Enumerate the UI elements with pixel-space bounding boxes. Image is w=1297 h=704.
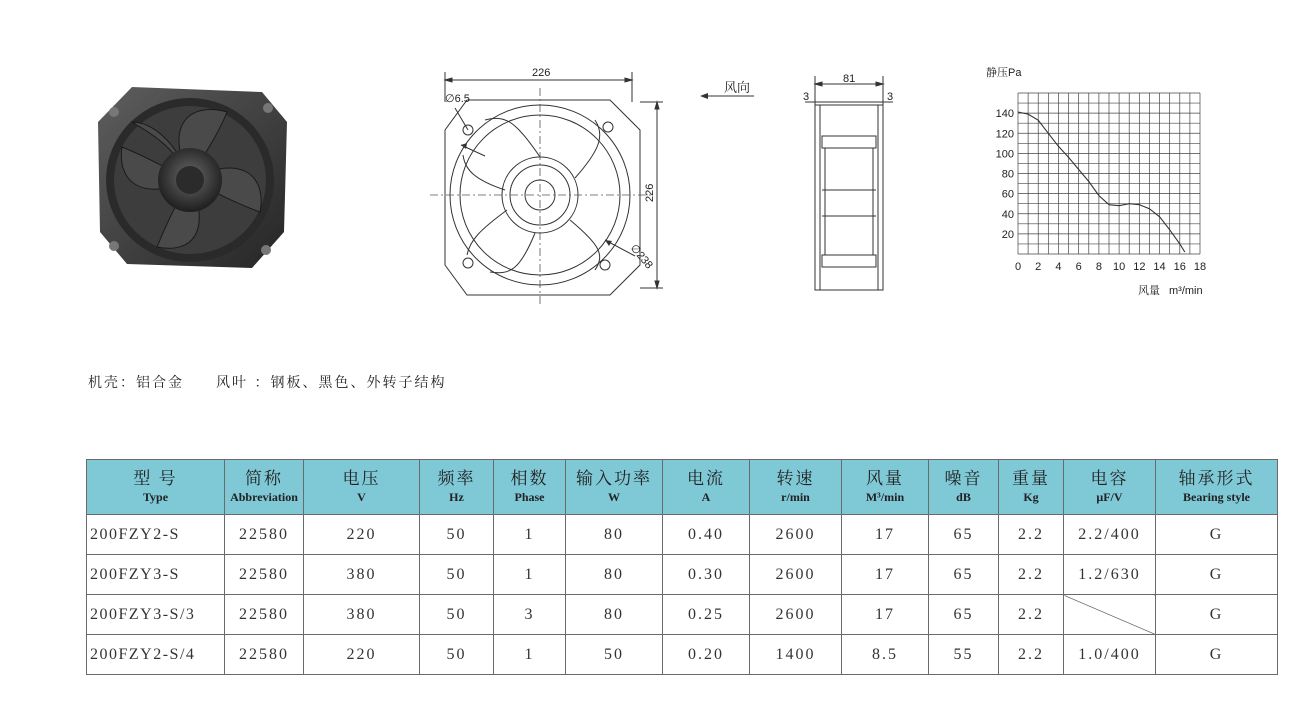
header-airflow — [842, 460, 929, 515]
cell-capacitor: 1.0/400 — [1064, 635, 1156, 675]
cell-noise: 65 — [929, 555, 999, 595]
header-label-cn: 转速 — [776, 469, 815, 488]
x-tick-label: 4 — [1055, 261, 1062, 273]
cell-capacitor — [1064, 595, 1156, 635]
header-label-cn: 频率 — [437, 469, 476, 488]
header-label-en: Phase — [514, 490, 545, 504]
cell-bearing-style: G — [1156, 595, 1278, 635]
width-label: 226 — [532, 67, 551, 79]
fan-product-photo — [92, 82, 292, 272]
cell-current: 0.20 — [663, 635, 750, 675]
cell-frequency: 50 — [420, 635, 494, 675]
x-tick-label: 10 — [1112, 261, 1126, 273]
cell-input-power: 80 — [566, 555, 663, 595]
cell-phase: 1 — [494, 555, 566, 595]
cell-speed: 2600 — [750, 515, 842, 555]
cell-frequency: 50 — [420, 595, 494, 635]
margin-left-label: 3 — [803, 91, 810, 103]
header-bearing-style — [1156, 460, 1278, 515]
header-label-cn: 电容 — [1090, 469, 1129, 488]
cell-airflow: 17 — [842, 515, 929, 555]
header-label-en: Abbreviation — [230, 490, 298, 504]
cell-voltage: 380 — [304, 555, 420, 595]
cell-current: 0.25 — [663, 595, 750, 635]
cell-abbreviation: 22580 — [225, 555, 304, 595]
table-row — [87, 595, 1278, 635]
cell-abbreviation: 22580 — [225, 635, 304, 675]
y-tick-label: 140 — [995, 108, 1014, 121]
x-tick-label: 0 — [1014, 261, 1022, 273]
cell-phase: 1 — [494, 635, 566, 675]
cell-input-power: 80 — [566, 515, 663, 555]
header-type — [87, 460, 225, 515]
cell-abbreviation: 22580 — [225, 515, 304, 555]
x-tick-label: 18 — [1193, 261, 1207, 273]
y-tick-label: 20 — [1001, 228, 1014, 241]
material-description: 机壳：铝合金 风叶 ：钢板、黑色、外转子结构 — [88, 375, 447, 391]
table-row — [87, 555, 1278, 595]
cell-phase: 1 — [494, 515, 566, 555]
y-axis-label: 静压Pa — [986, 67, 1022, 79]
header-current — [663, 460, 750, 515]
header-label-cn: 输入功率 — [576, 469, 652, 488]
header-phase — [494, 460, 566, 515]
cell-voltage: 220 — [304, 515, 420, 555]
y-tick-label: 80 — [1001, 168, 1014, 181]
header-label-en: Type — [142, 490, 169, 504]
side-dimension-drawing — [795, 70, 905, 295]
depth-label: 81 — [843, 73, 856, 85]
header-label-en: M³/min — [865, 490, 905, 504]
header-speed — [750, 460, 842, 515]
header-label-en: r/min — [781, 490, 810, 504]
cell-voltage: 380 — [304, 595, 420, 635]
cell-noise: 55 — [929, 635, 999, 675]
cell-speed: 1400 — [750, 635, 842, 675]
header-label-cn: 电流 — [687, 469, 725, 488]
cell-current: 0.30 — [663, 555, 750, 595]
cell-voltage: 220 — [304, 635, 420, 675]
header-label-cn: 轴承形式 — [1178, 469, 1255, 488]
header-frequency — [420, 460, 494, 515]
x-axis-unit: m³/min — [1169, 285, 1203, 297]
header-abbreviation — [225, 460, 304, 515]
header-label-en: W — [608, 490, 620, 504]
cell-type: 200FZY2-S — [87, 515, 225, 555]
header-label-en: μF/V — [1096, 490, 1123, 504]
front-dimension-drawing — [425, 60, 670, 305]
spec-table — [86, 459, 1278, 675]
header-label-cn: 噪音 — [944, 469, 983, 488]
margin-right-label: 3 — [887, 91, 894, 103]
cell-phase: 3 — [494, 595, 566, 635]
header-label-cn: 型 号 — [133, 469, 178, 488]
table-header-row — [87, 460, 1278, 515]
blade-diameter-label: ∅238 — [627, 242, 655, 272]
header-label-cn: 简称 — [245, 469, 283, 488]
cell-input-power: 80 — [566, 595, 663, 635]
cell-weight: 2.2 — [999, 635, 1064, 675]
cell-frequency: 50 — [420, 555, 494, 595]
pressure-flow-chart — [978, 60, 1228, 305]
cell-type: 200FZY2-S/4 — [87, 635, 225, 675]
height-label: 226 — [644, 183, 656, 202]
cell-speed: 2600 — [750, 595, 842, 635]
header-label-cn: 电压 — [342, 469, 381, 488]
cell-noise: 65 — [929, 515, 999, 555]
table-row — [87, 635, 1278, 675]
cell-airflow: 17 — [842, 595, 929, 635]
airflow-label: 风向 — [724, 81, 751, 96]
cell-bearing-style: G — [1156, 515, 1278, 555]
y-tick-label: 120 — [995, 128, 1014, 141]
x-tick-label: 2 — [1035, 261, 1042, 273]
cell-current: 0.40 — [663, 515, 750, 555]
x-axis-label: 风量 — [1138, 285, 1160, 297]
table-row — [87, 515, 1278, 555]
header-label-cn: 相数 — [510, 469, 549, 488]
cell-abbreviation: 22580 — [225, 595, 304, 635]
y-tick-label: 60 — [1001, 188, 1014, 201]
x-tick-label: 14 — [1153, 261, 1166, 273]
header-label-en: Hz — [449, 490, 464, 504]
header-label-cn: 重量 — [1012, 469, 1050, 488]
cell-type: 200FZY3-S — [87, 555, 225, 595]
cell-type: 200FZY3-S/3 — [87, 595, 225, 635]
cell-capacitor: 1.2/630 — [1064, 555, 1156, 595]
header-label-cn: 风量 — [866, 469, 904, 488]
cell-weight: 2.2 — [999, 555, 1064, 595]
x-tick-label: 16 — [1173, 261, 1186, 273]
cell-noise: 65 — [929, 595, 999, 635]
header-noise — [929, 460, 999, 515]
header-weight — [999, 460, 1064, 515]
cell-bearing-style: G — [1156, 555, 1278, 595]
hole-label: ∅6.5 — [445, 93, 470, 105]
header-label-en: dB — [956, 490, 971, 504]
header-input-power — [566, 460, 663, 515]
header-label-en: A — [701, 490, 711, 504]
header-voltage — [304, 460, 420, 515]
cell-airflow: 17 — [842, 555, 929, 595]
cell-speed: 2600 — [750, 555, 842, 595]
cell-airflow: 8.5 — [842, 635, 929, 675]
header-capacitor — [1064, 460, 1156, 515]
cell-weight: 2.2 — [999, 515, 1064, 555]
header-label-en: V — [357, 490, 366, 504]
x-tick-label: 6 — [1075, 261, 1082, 273]
cell-frequency: 50 — [420, 515, 494, 555]
cell-capacitor: 2.2/400 — [1064, 515, 1156, 555]
header-label-en: Kg — [1023, 490, 1039, 504]
cell-weight: 2.2 — [999, 595, 1064, 635]
header-label-en: Bearing style — [1183, 490, 1250, 504]
y-tick-label: 40 — [1001, 208, 1014, 221]
cell-bearing-style: G — [1156, 635, 1278, 675]
y-tick-label: 100 — [995, 148, 1014, 161]
x-tick-label: 8 — [1095, 261, 1102, 273]
x-tick-label: 12 — [1133, 261, 1146, 273]
cell-input-power: 50 — [566, 635, 663, 675]
